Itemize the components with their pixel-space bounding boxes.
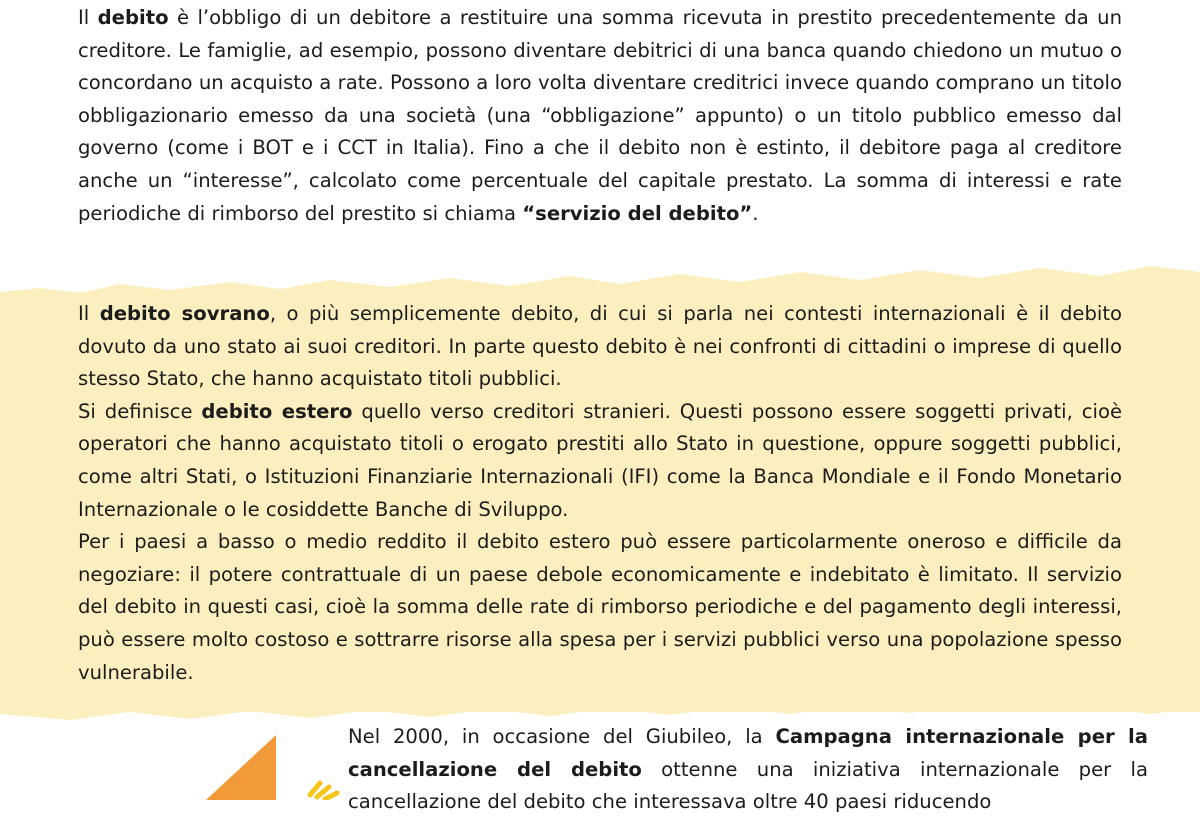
yellow-burst-decoration: [305, 775, 345, 800]
low-income-countries-paragraph: Per i paesi a basso o medio reddito il debito estero può essere particolarmente oneroso e difficile da negoziare: il potere contrattuale di un paese debole economicamente e indebitato è limitato. Il servizio del debito in questi casi, cioè la somma delle rate di rimborso periodiche e del pagamento degli interessi, può essere molto costoso e sottrarre risorse alla spesa per i servizi pubblici verso una popolazione spesso vulnerabile.: [78, 530, 1122, 684]
term-servizio-del-debito: “servizio del debito”: [522, 201, 753, 225]
text-span: Nel 2000, in occasione del Giubileo, la: [348, 725, 776, 748]
sovereign-debt-paragraph: [78, 298, 1122, 396]
text-span: è l’obbligo di un debitore a restituire una somma ricevuta in prestito precedentemente da un creditore. Le famiglie, ad esempio, possono diventare debitrici di una banca quando chiedono un mutuo o concordano un acquisto a rate. Possono a loro volta diventare creditrici invece quando comprano un titolo obbligazionario emesso da una società (una “obbligazione” appunto) o un titolo pubblico emesso dal governo (come i BOT e i CCT in Italia). Fino a che il debito non è estinto, il debitore paga al creditore anche un “interesse”, calcolato come percentuale del capitale prestato. La somma di interessi e rate periodiche di rimborso del prestito si chiama: [78, 6, 1122, 225]
sovereign-debt-section: [78, 298, 1122, 689]
term-debito-sovrano: debito sovrano: [99, 302, 270, 325]
term-debito: debito: [97, 6, 169, 29]
debt-definition-paragraph: [78, 2, 1122, 230]
text-span: Il: [78, 6, 98, 29]
orange-triangle-decoration: [206, 730, 286, 800]
text-span: Il: [78, 302, 100, 325]
text-span: quello verso creditori stranieri. Questi possono essere soggetti privati, cioè operatori che hanno acquistato titoli o erogato prestiti allo Stato in questione, oppure soggetti pubblici, come altri Stati, o Istituzioni Finanziarie Internazionali (IFI) come la Banca Mondiale e il Fondo Monetario Internazionale o le cosiddette Banche di Sviluppo.: [78, 399, 1122, 521]
text-span: ottenne una iniziativa internazionale per la cancellazione del debito che interessava oltre 40 paesi riducendo: [348, 757, 1148, 814]
term-debito-estero: debito estero: [201, 399, 353, 423]
jubilee-campaign-paragraph: [348, 721, 1148, 819]
text-span: .: [752, 201, 759, 225]
foreign-debt-paragraph: [78, 396, 1122, 526]
text-span: Si definisce: [78, 399, 202, 423]
term-campagna-internazionale: Campagna internazionale per la cancellazione del debito: [348, 725, 1148, 781]
band-torn-edge-top: [0, 262, 1200, 302]
text-span: , o più semplicemente debito, di cui si parla nei contesti internazionali è il debito dovuto da uno stato ai suoi creditori. In parte questo debito è nei confronti di cittadini o imprese di quello stesso Stato, che hanno acquistato titoli pubblici.: [78, 302, 1122, 391]
